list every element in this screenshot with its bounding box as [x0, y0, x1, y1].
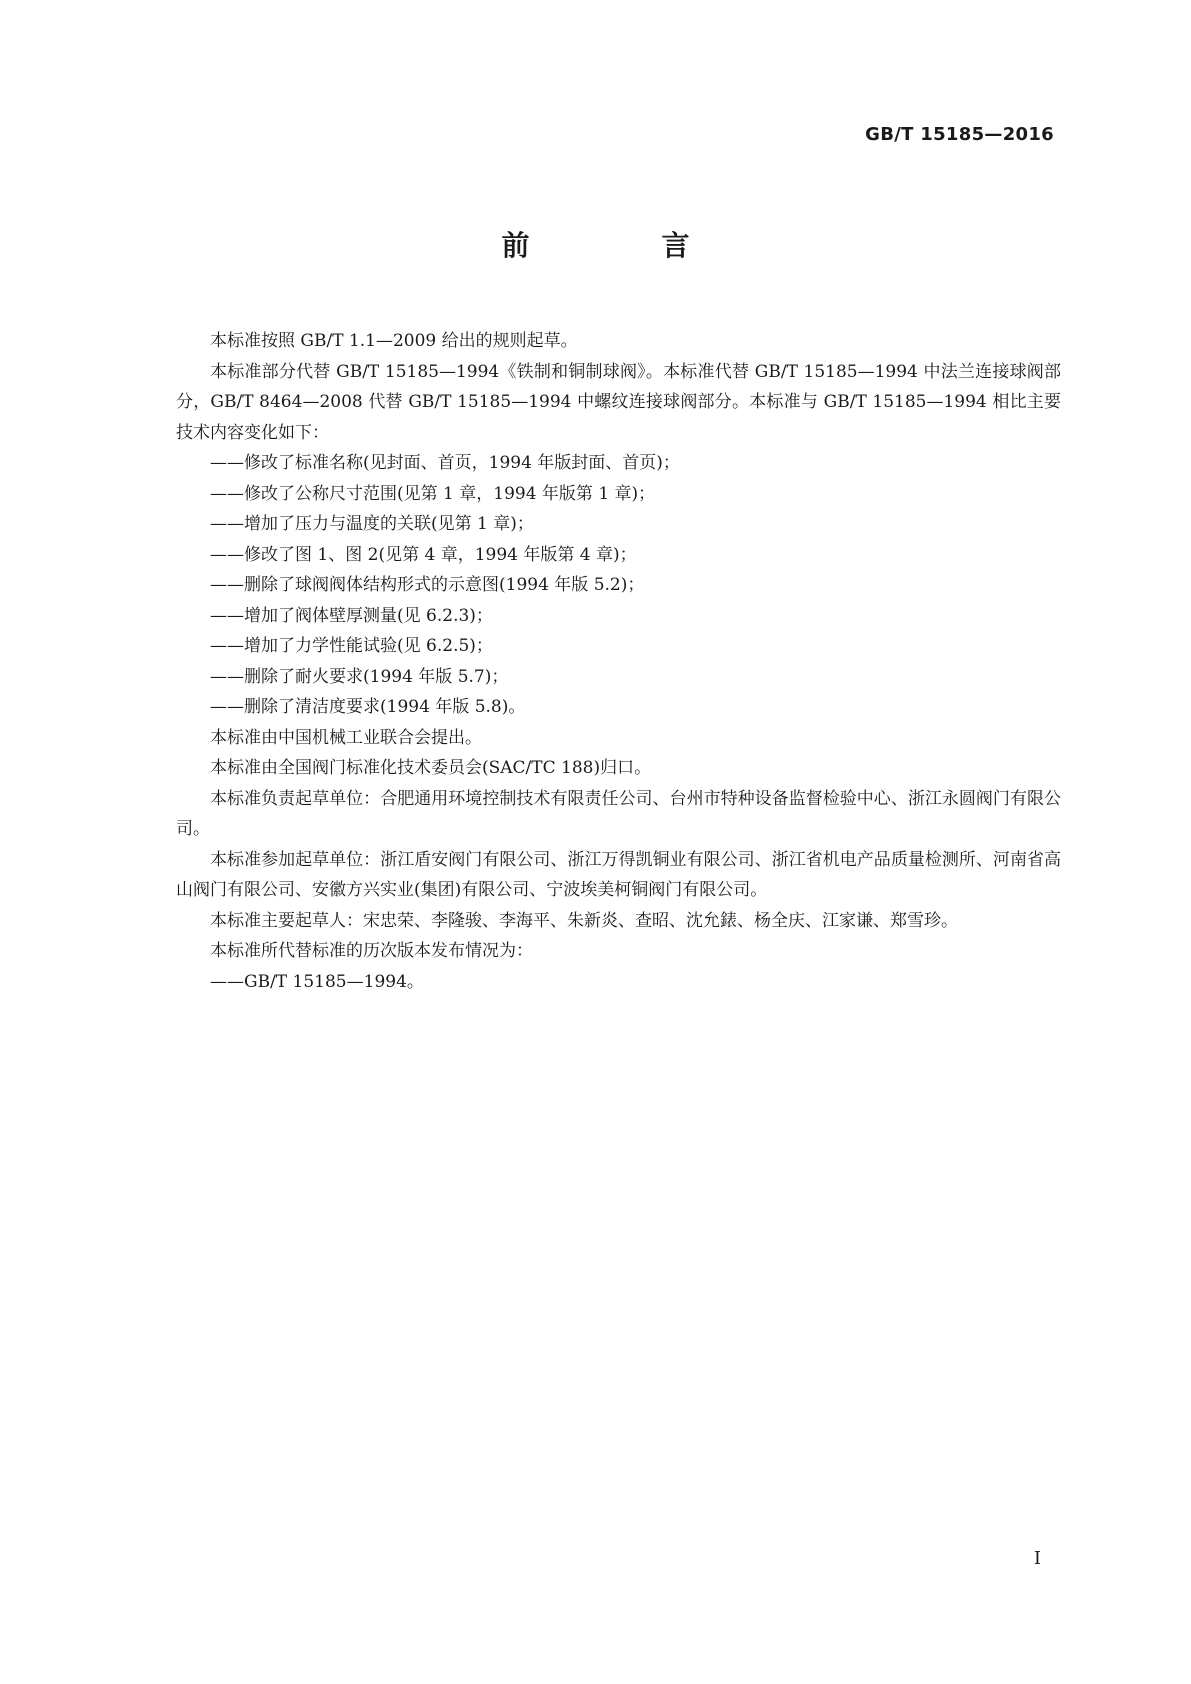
paragraph-participating-drafters: 本标准参加起草单位：浙江盾安阀门有限公司、浙江万得凯铜业有限公司、浙江省机电产品质量检测所、河南省高山阀门有限公司、安徽方兴实业(集团)有限公司、宁波埃美柯铜阀门有限公司。 [176, 849, 1061, 900]
page-title: 前 言 [501, 229, 742, 262]
change-item: ——删除了清洁度要求(1994 年版 5.8)。 [210, 697, 526, 717]
paragraph-main-drafters: 本标准主要起草人：宋忠荣、李隆骏、李海平、朱新炎、查昭、沈允錶、杨全庆、江家谦、郑雪珍。 [210, 910, 958, 931]
paragraph-responsible-drafters: 本标准负责起草单位：合肥通用环境控制技术有限责任公司、台州市特种设备监督检验中心、浙江永圆阀门有限公司。 [176, 788, 1061, 839]
change-item: ——增加了阀体壁厚测量(见 6.2.3)； [210, 605, 493, 626]
paragraph-replacement: 本标准部分代替 GB/T 15185—1994《铁制和铜制球阀》。本标准代替 GB/T 15185—1994 中法兰连接球阀部分，GB/T 8464—2008 代替 GB/T 15185—1994 中螺纹连接球阀部分。本标准与 GB/T 15185—1994 相比主要技术内容变化如下： [176, 361, 1061, 443]
change-item: ——删除了耐火要求(1994 年版 5.7)； [210, 666, 509, 687]
change-item: ——修改了图 1、图 2(见第 4 章，1994 年版第 4 章)； [210, 544, 637, 565]
paragraph-committee: 本标准由全国阀门标准化技术委员会(SAC/TC 188)归口。 [210, 758, 652, 778]
version-history-item: ——GB/T 15185—1994。 [210, 971, 424, 992]
paragraph-drafting-rules: 本标准按照 GB/T 1.1—2009 给出的规则起草。 [210, 331, 578, 351]
change-item: ——增加了力学性能试验(见 6.2.5)； [210, 636, 493, 656]
change-item: ——增加了压力与温度的关联(见第 1 章)； [210, 514, 534, 534]
page-number: I [1033, 1548, 1041, 1569]
change-item: ——修改了标准名称(见封面、首页，1994 年版封面、首页)； [210, 453, 680, 473]
standard-number: GB/T 15185—2016 [865, 124, 1054, 145]
change-item: ——删除了球阀阀体结构形式的示意图(1994 年版 5.2)； [210, 575, 645, 595]
paragraph-version-history: 本标准所代替标准的历次版本发布情况为： [210, 941, 533, 961]
change-item: ——修改了公称尺寸范围(见第 1 章，1994 年版第 1 章)； [210, 483, 656, 504]
foreword-body [176, 326, 1061, 997]
paragraph-proposer: 本标准由中国机械工业联合会提出。 [210, 727, 482, 748]
